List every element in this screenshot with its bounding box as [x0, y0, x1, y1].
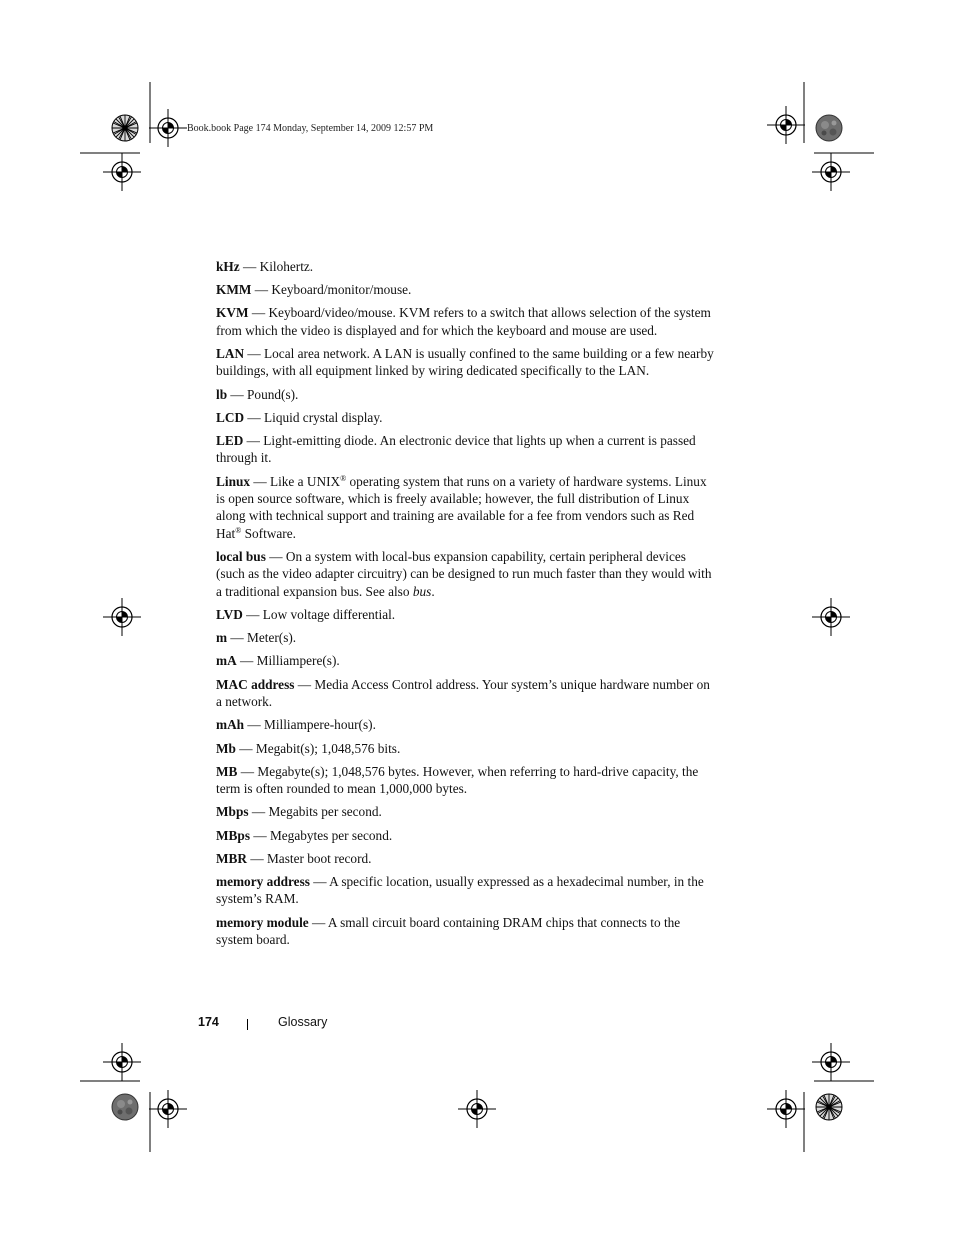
glossary-term: Mbps	[216, 804, 249, 820]
glossary-definition: — Pound(s).	[227, 386, 299, 402]
glossary-term: KVM	[216, 305, 249, 321]
glossary-entry	[216, 652, 716, 669]
glossary-term: mAh	[216, 717, 245, 733]
glossary-entry	[216, 258, 716, 275]
definition-text: — On a system with local-bus expansion capability, certain peripheral devices (such as the video adapter circuitry) can be designed to run much faster than they would with a traditional expansion bus. See also	[216, 549, 712, 599]
section-name: Glossary	[278, 1015, 328, 1029]
definition-text: — Like a UNIX	[250, 473, 341, 489]
glossary-term: memory address	[216, 873, 310, 889]
glossary-entry	[216, 345, 716, 380]
glossary-list	[216, 258, 716, 954]
cross-reference: bus	[412, 583, 432, 599]
registered-mark: ®	[235, 525, 242, 535]
glossary-term: Linux	[216, 473, 251, 489]
glossary-term: m	[216, 630, 228, 646]
glossary-definition: — Liquid crystal display.	[244, 409, 383, 425]
glossary-definition: — Media Access Control address. Your system’s unique hardware number on a network.	[216, 676, 710, 710]
glossary-entry	[216, 304, 716, 339]
glossary-entry	[216, 409, 716, 426]
registered-mark: ®	[340, 473, 347, 483]
glossary-definition: — Megabit(s); 1,048,576 bits.	[235, 740, 401, 756]
glossary-definition: — A specific location, usually expressed as a hexadecimal number, in the system’s RAM.	[216, 873, 704, 907]
glossary-term: Mb	[216, 740, 236, 756]
glossary-definition	[216, 549, 712, 599]
glossary-entry	[216, 432, 716, 467]
glossary-entry	[216, 850, 716, 867]
glossary-definition: — Megabyte(s); 1,048,576 bytes. However, when referring to hard-drive capacity, the term is often rounded to mean 1,000,000 bytes.	[216, 763, 699, 797]
glossary-entry	[216, 676, 716, 711]
glossary-term: LVD	[216, 607, 243, 623]
glossary-entry	[216, 803, 716, 820]
glossary-definition: — Keyboard/monitor/mouse.	[251, 282, 412, 298]
glossary-term: local bus	[216, 549, 266, 565]
glossary-entry	[216, 386, 716, 403]
glossary-entry	[216, 629, 716, 646]
glossary-term: mA	[216, 653, 237, 669]
glossary-term: MB	[216, 763, 238, 779]
glossary-definition: — Megabits per second.	[248, 804, 382, 820]
definition-text: .	[431, 583, 435, 599]
page-number: 174	[198, 1015, 219, 1029]
glossary-term: MAC address	[216, 676, 295, 692]
glossary-definition: — Milliampere-hour(s).	[244, 717, 376, 733]
glossary-term: KMM	[216, 282, 252, 298]
footer-separator	[247, 1019, 248, 1030]
glossary-entry	[216, 606, 716, 623]
glossary-definition: — Local area network. A LAN is usually confined to the same building or a few nearby buildings, with all equipment linked by wiring dedicated specifically to the LAN.	[216, 346, 714, 379]
glossary-term: LAN	[216, 346, 245, 362]
glossary-entry	[216, 914, 716, 949]
glossary-term: memory module	[216, 914, 309, 930]
glossary-entry	[216, 716, 716, 733]
glossary-term: LED	[216, 433, 244, 449]
glossary-definition: — A small circuit board containing DRAM chips that connects to the system board.	[216, 914, 681, 947]
glossary-entry	[216, 763, 716, 798]
glossary-term: MBps	[216, 827, 250, 843]
definition-text: Software.	[241, 525, 296, 541]
glossary-entry	[216, 548, 716, 600]
glossary-definition: — Meter(s).	[227, 630, 297, 646]
definition-text: operating system that runs on a variety of hardware systems. Linux is open source software, which is freely available; however, the full distribution of Linux along with technical support and training are available for a fee from vendors such as Red Hat	[216, 473, 707, 541]
glossary-definition: — Milliampere(s).	[236, 653, 340, 669]
glossary-entry	[216, 473, 716, 543]
glossary-entry	[216, 281, 716, 298]
glossary-term: kHz	[216, 259, 240, 274]
glossary-definition: — Keyboard/video/mouse. KVM refers to a switch that allows selection of the system from which the video is displayed and for which the keyboard and mouse are used.	[216, 305, 711, 338]
glossary-definition: — Megabytes per second.	[250, 827, 393, 843]
glossary-entry	[216, 873, 716, 908]
glossary-definition	[216, 474, 707, 541]
glossary-entry	[216, 827, 716, 844]
glossary-definition: — Low voltage differential.	[242, 607, 396, 623]
glossary-term: lb	[216, 386, 228, 402]
glossary-definition: — Light-emitting diode. An electronic device that lights up when a current is passed through it.	[216, 433, 696, 466]
glossary-term: LCD	[216, 409, 245, 425]
glossary-definition: — Kilohertz.	[239, 259, 314, 274]
glossary-term: MBR	[216, 850, 248, 866]
glossary-entry	[216, 740, 716, 757]
glossary-definition: — Master boot record.	[247, 850, 372, 866]
print-header: Book.book Page 174 Monday, September 14, 2009 12:57 PM	[187, 123, 434, 134]
